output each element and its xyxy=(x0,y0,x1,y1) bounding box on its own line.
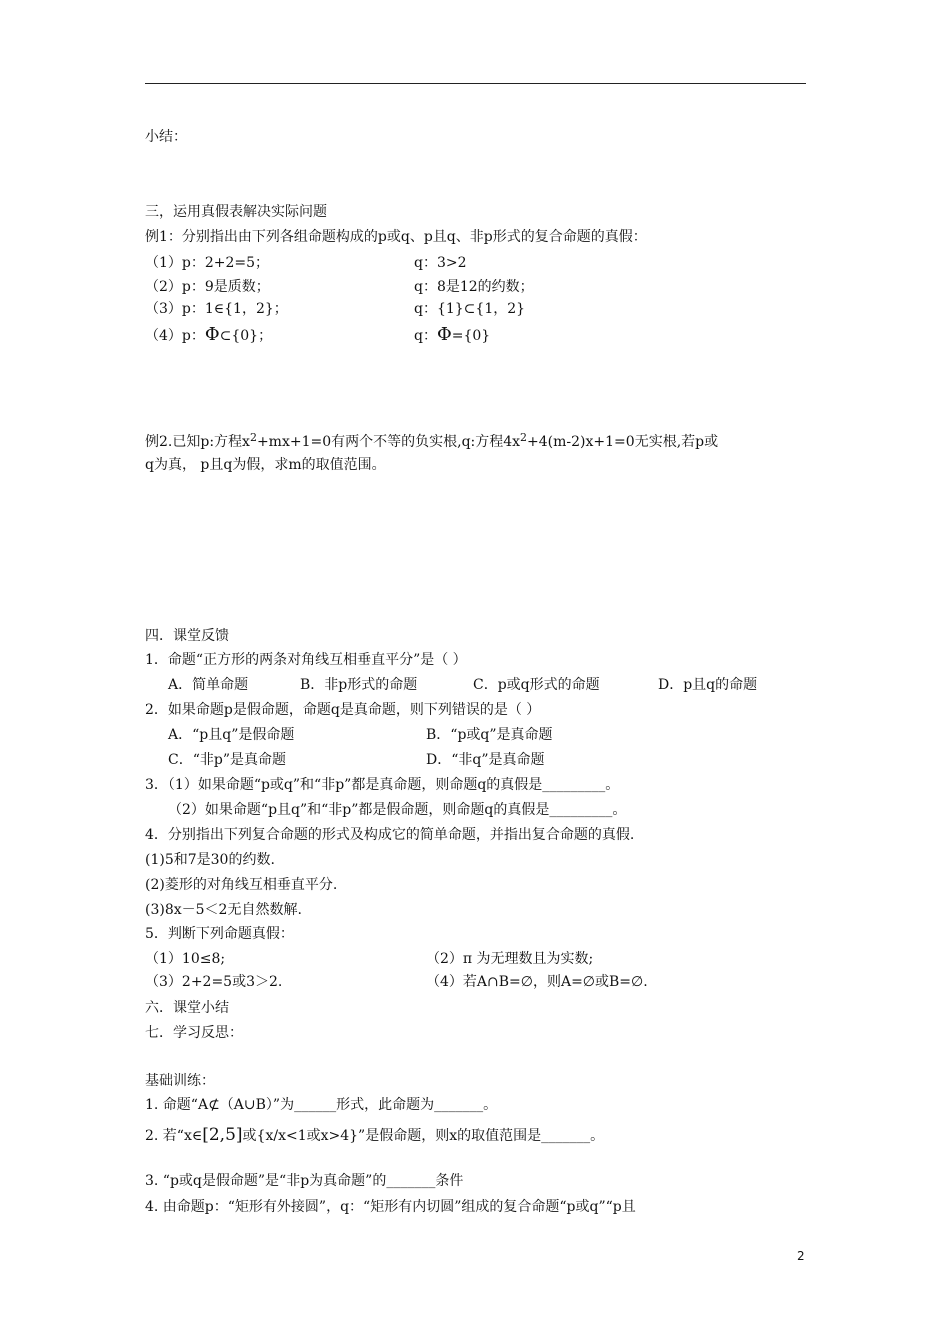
example-2-line-2: q为真， p且q为假，求m的取值范围。 xyxy=(145,457,386,473)
q4-prefix: q： xyxy=(414,328,437,344)
option-b: B．非p形式的命题 xyxy=(300,677,418,693)
question-5-item-4: （4）若A∩B=∅，则A=∅或B=∅. xyxy=(426,974,648,990)
p4-suffix: ⊂{0}； xyxy=(219,328,273,344)
p4-prefix: （4）p： xyxy=(145,328,205,344)
option-d: D．p且q的命题 xyxy=(658,677,758,693)
example-1-q4 xyxy=(414,326,490,345)
example-1-p3: （3）p：1∈{1，2}； xyxy=(145,301,288,317)
basic-item-2 xyxy=(145,1126,604,1145)
question-2-options-cd xyxy=(168,751,545,769)
question-4-item-2: (2)菱形的对角线互相垂直平分. xyxy=(145,877,338,893)
option-a: A．“p且q”是假命题 xyxy=(168,727,295,743)
question-4-item-3: (3)8x－5＜2无自然数解. xyxy=(145,902,302,918)
question-4: 4．分别指出下列复合命题的形式及构成它的简单命题，并指出复合命题的真假. xyxy=(145,827,635,843)
question-3-part-1: 3．（1）如果命题“p或q”和“非p”都是真命题，则命题q的真假是_________。 xyxy=(145,777,620,793)
summary-label: 小结： xyxy=(145,129,187,145)
question-2: 2．如果命题p是假命题，命题q是真命题，则下列错误的是（ ） xyxy=(145,702,541,718)
section-4-title: 四．课堂反馈 xyxy=(145,628,229,644)
option-c: C．p或q形式的命题 xyxy=(473,677,600,693)
basic-training-title: 基础训练： xyxy=(145,1073,215,1089)
phi-symbol: Φ xyxy=(436,324,452,345)
question-1-options xyxy=(168,676,757,694)
section-6-title: 六．课堂小结 xyxy=(145,1000,229,1016)
question-5-item-1: （1）10≤8; xyxy=(145,951,226,967)
item-2-suffix: 或{x/x<1或x>4}”是假命题，则x的取值范围是_______。 xyxy=(242,1128,605,1144)
header-rule xyxy=(145,83,806,84)
option-d: D．“非q”是真命题 xyxy=(426,752,545,768)
basic-item-3: 3. “p或q是假命题”是“非p为真命题”的_______条件 xyxy=(145,1173,464,1189)
ex2-part: +mx+1=0有两个不等的负实根,q:方程4x xyxy=(256,434,521,450)
ex2-superscript: 2 xyxy=(249,431,257,444)
option-c: C．“非p”是真命题 xyxy=(168,752,286,768)
question-5: 5．判断下列命题真假： xyxy=(145,926,294,942)
section-7-title: 七．学习反思： xyxy=(145,1025,243,1041)
phi-symbol: Φ xyxy=(204,324,220,345)
ex2-superscript: 2 xyxy=(520,431,528,444)
question-3-part-2: （2）如果命题“p且q”和“非p”都是假命题，则命题q的真假是_________。 xyxy=(168,802,627,818)
example-2-line-1 xyxy=(145,433,718,451)
ex2-part: 例2.已知p:方程x xyxy=(145,434,250,450)
question-1: 1．命题“正方形的两条对角线互相垂直平分”是（ ） xyxy=(145,652,467,668)
question-5-item-3: （3）2+2=5或3＞2. xyxy=(145,974,283,990)
question-5-item-2: （2）π 为无理数且为实数; xyxy=(426,951,594,967)
example-1-q2: q：8是12的约数； xyxy=(414,279,534,295)
q4-suffix: ={0} xyxy=(451,328,491,344)
example-1-q1: q：3>2 xyxy=(414,255,467,271)
example-1-p1: （1）p：2+2=5； xyxy=(145,255,270,271)
basic-item-4: 4. 由命题p：“矩形有外接圆”，q：“矩形有内切圆”组成的复合命题“p或q”“p且 xyxy=(145,1199,636,1215)
option-a: A．简单命题 xyxy=(168,677,249,693)
example-1-q3: q：{1}⊂{1，2} xyxy=(414,301,526,317)
example-1-intro: 例1：分别指出由下列各组命题构成的p或q、p且q、非p形式的复合命题的真假： xyxy=(145,229,647,245)
section-3-title: 三，运用真假表解决实际问题 xyxy=(145,204,327,220)
interval: [2,5] xyxy=(202,1125,243,1145)
question-2-options-ab xyxy=(168,726,553,744)
example-1-p2: （2）p：9是质数； xyxy=(145,279,270,295)
page-number: 2 xyxy=(797,1249,805,1263)
basic-item-1: 1. 命题“A⊄（A∪B）”为______形式，此命题为_______。 xyxy=(145,1097,498,1113)
item-2-prefix: 2. 若“x∈ xyxy=(145,1128,203,1144)
ex2-part: +4(m-2)x+1=0无实根,若p或 xyxy=(527,434,719,450)
question-4-item-1: (1)5和7是30的约数. xyxy=(145,852,275,868)
option-b: B．“p或q”是真命题 xyxy=(426,727,553,743)
example-1-p4 xyxy=(145,326,272,345)
